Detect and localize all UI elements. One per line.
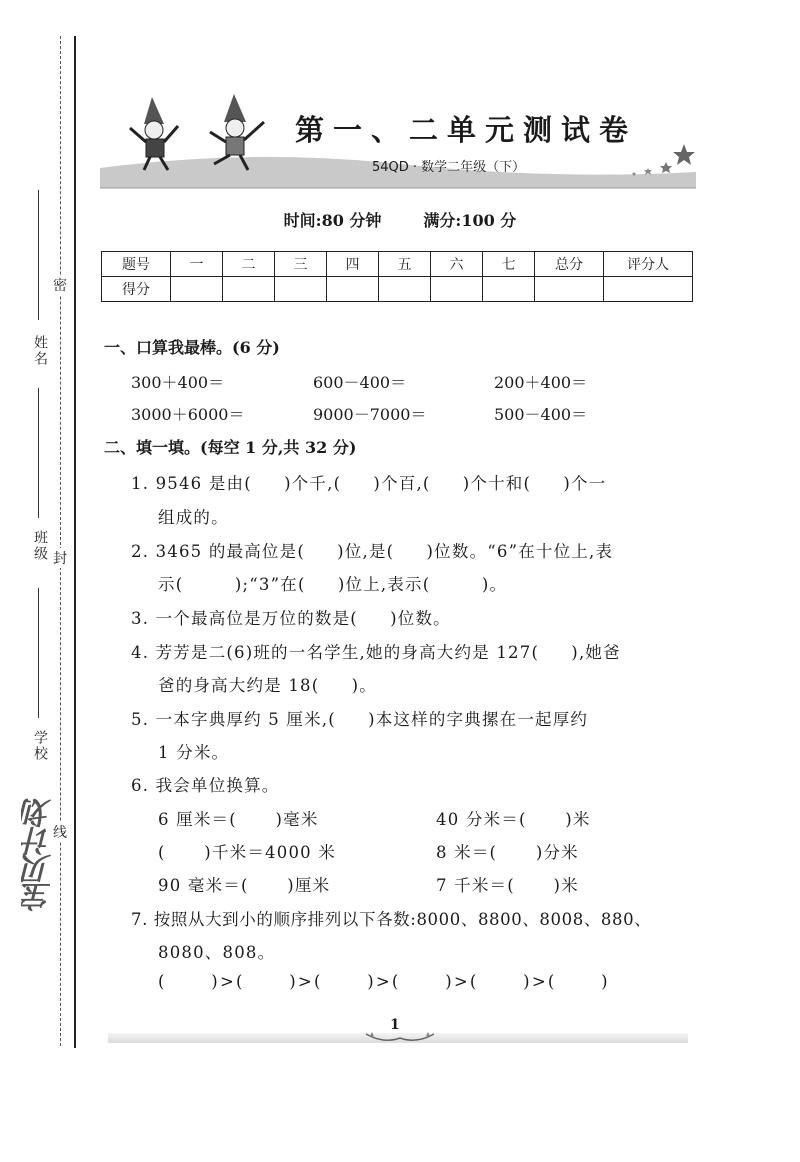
score-header-cell: 总分 [535, 252, 604, 277]
page-number: 1 [390, 1017, 400, 1033]
score-cell[interactable] [171, 277, 223, 302]
school-label: 学校 [32, 730, 48, 762]
question-7-blanks: ( )>( )>( )>( )>( )>( ) [158, 972, 610, 991]
name-label: 姓名 [32, 335, 48, 367]
score-header-cell: 二 [223, 252, 275, 277]
score-header-cell: 一 [171, 252, 223, 277]
question-4-line2: 爸的身高大约是 18( )。 [158, 676, 377, 695]
footer-ornament [364, 1030, 436, 1046]
score-cell[interactable] [535, 277, 604, 302]
score-cell[interactable] [223, 277, 275, 302]
score-cell[interactable] [327, 277, 379, 302]
question-4-line1: 4. 芳芳是二(6)班的一名学生,她的身高大约是 127( ),她爸 [131, 643, 621, 662]
question-7-line1: 7. 按照从大到小的顺序排列以下各数:8000、8800、8008、880、 [131, 910, 652, 929]
score-header-cell: 六 [431, 252, 483, 277]
seal-char-xian: 线 [52, 822, 68, 842]
score-cell[interactable] [275, 277, 327, 302]
unit-conversion-item: 90 毫米＝( )厘米 [158, 876, 331, 895]
score-table-header-row [102, 252, 693, 277]
score-header-cell: 七 [483, 252, 535, 277]
score-cell[interactable] [379, 277, 431, 302]
arith-item: 3000＋6000＝ [131, 405, 245, 424]
cartoon-kids-illustration [122, 92, 272, 172]
arith-item: 500－400＝ [494, 405, 588, 424]
page-subtitle: 54QD · 数学二年级（下） [372, 160, 526, 175]
exam-info [0, 208, 800, 231]
unit-conversion-item: 8 米＝( )分米 [436, 843, 579, 862]
page-title: 第一、二单元测试卷 [295, 113, 638, 147]
score-header-cell: 评分人 [604, 252, 693, 277]
question-7-line2: 8080、808。 [158, 943, 276, 962]
score-table [101, 251, 693, 302]
score-header-cell: 三 [275, 252, 327, 277]
score-header-cell: 五 [379, 252, 431, 277]
unit-conversion-item: 40 分米＝( )米 [436, 810, 591, 829]
school-fill-line [38, 588, 39, 718]
question-5-line1: 5. 一本字典厚约 5 厘米,( )本这样的字典摞在一起厚约 [131, 710, 589, 729]
question-2-line2: 示( );“3”在( )位上,表示( )。 [158, 575, 508, 594]
unit-conversion-item: 7 千米＝( )米 [436, 876, 579, 895]
arith-item: 600－400＝ [313, 373, 407, 392]
unit-conversion-item: ( )千米＝4000 米 [158, 843, 336, 862]
seal-char-mi: 密 [52, 275, 68, 295]
score-table-score-row [102, 277, 693, 302]
arith-item: 300＋400＝ [131, 373, 225, 392]
arith-item: 9000－7000＝ [313, 405, 427, 424]
unit-conversion-item: 6 厘米＝( )毫米 [158, 810, 319, 829]
margin-solid-line [74, 36, 76, 1048]
question-1-line2: 组成的。 [158, 508, 229, 527]
brand-logo: 宝贝计划 [22, 800, 57, 912]
question-5-line2: 1 分米。 [158, 743, 230, 762]
section1-title: 一、口算我最棒。(6 分) [104, 338, 280, 357]
score-header-cell: 题号 [102, 252, 171, 277]
question-3: 3. 一个最高位是万位的数是( )位数。 [131, 609, 451, 628]
score-cell[interactable] [483, 277, 535, 302]
seal-char-feng: 封 [52, 548, 68, 568]
score-header-cell: 四 [327, 252, 379, 277]
section2-title: 二、填一填。(每空 1 分,共 32 分) [104, 438, 357, 457]
arith-item: 200＋400＝ [494, 373, 588, 392]
question-2-line1: 2. 3465 的最高位是( )位,是( )位数。“6”在十位上,表 [131, 542, 614, 561]
exam-full-score: 满分:100 分 [423, 211, 517, 230]
exam-time: 时间:80 分钟 [283, 211, 382, 230]
question-1-line1: 1. 9546 是由( )个千,( )个百,( )个十和( )个一 [131, 474, 607, 493]
class-fill-line [38, 388, 39, 518]
score-cell[interactable] [431, 277, 483, 302]
score-row-label: 得分 [102, 277, 171, 302]
question-6: 6. 我会单位换算。 [131, 776, 280, 795]
score-cell[interactable] [604, 277, 693, 302]
class-label: 班级 [32, 530, 48, 562]
